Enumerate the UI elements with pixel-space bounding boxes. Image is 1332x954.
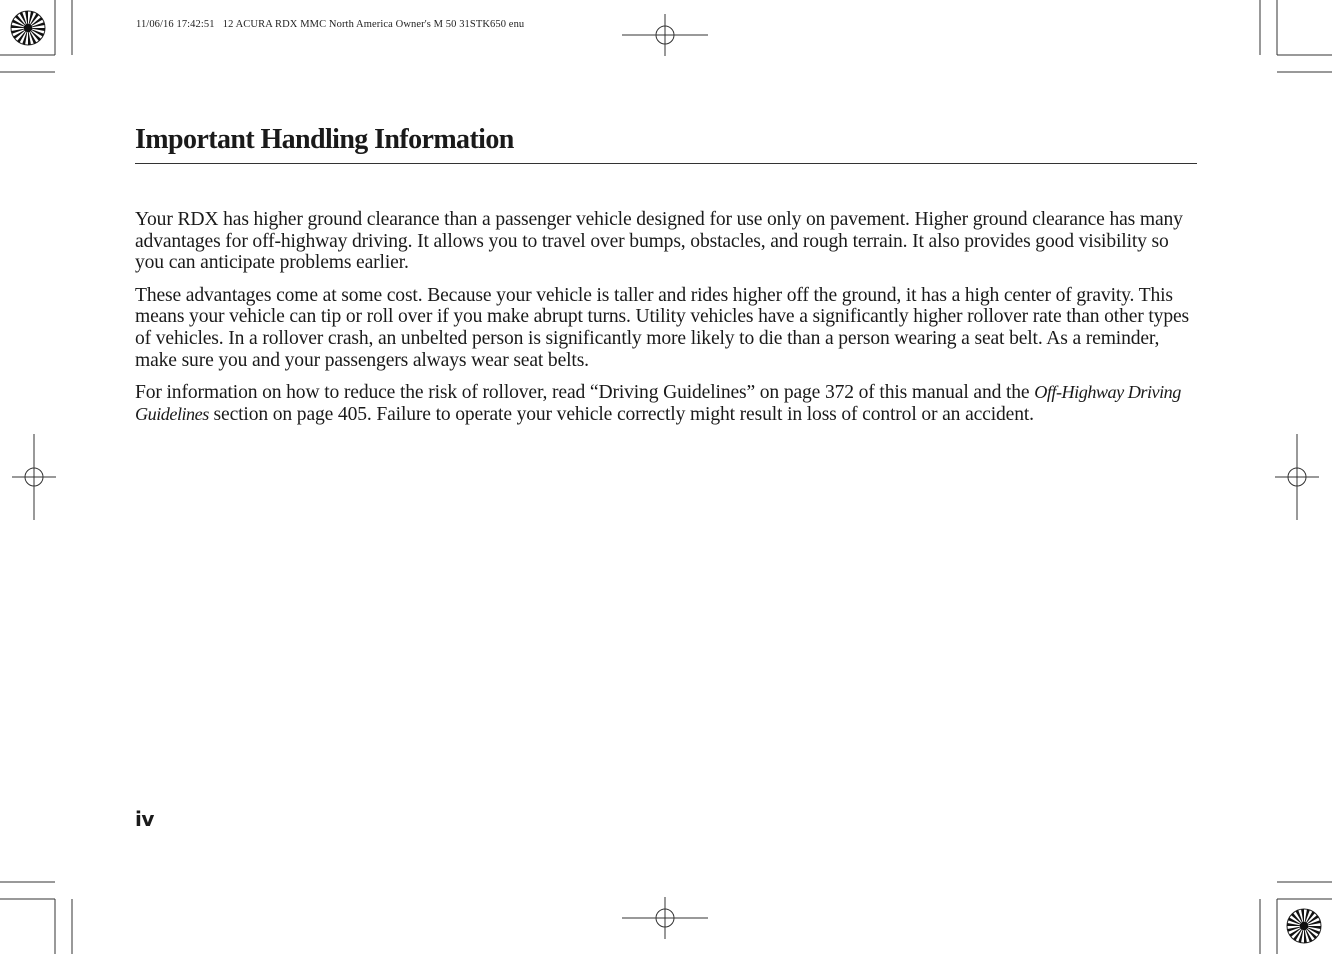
registration-crosshair-top	[622, 14, 708, 56]
paragraph-rollover-risk: These advantages come at some cost. Because your vehicle is taller and rides higher off the ground, it has a high center of gravity. This means your vehicle can tip or roll over if you make abrupt turns. Utility vehicles have a significantly higher rollover rate than other types of vehicles. In a rollover crash, an unbelted person is significantly more likely to die than a person wearing a seat belt. As a reminder, make sure you and your passengers always wear seat belts.	[135, 284, 1190, 371]
registration-crosshair-right	[1275, 434, 1319, 520]
crop-mark-top-right	[1260, 0, 1332, 72]
crop-mark-bottom-left	[0, 882, 72, 954]
registration-starburst-top-left	[11, 11, 45, 45]
page-number: iv	[135, 807, 154, 831]
registration-crosshair-bottom	[622, 897, 708, 939]
body-text	[135, 209, 1197, 436]
print-job-header: 11/06/16 17:42:51 12 ACURA RDX MMC North America Owner's M 50 31STK650 enu	[136, 19, 525, 30]
registration-crosshair-left	[12, 434, 56, 520]
paragraph-driving-guidelines	[135, 382, 1197, 425]
title-underline	[135, 163, 1197, 164]
off-highway-guidelines-reference: Off-Highway Driving Guidelines	[135, 382, 1181, 424]
paragraph-text-start: For information on how to reduce the risk of rollover, read “Driving Guidelines” on page 372 of this manual and the	[135, 382, 1035, 404]
paragraph-text-end: section on page 405. Failure to operate your vehicle correctly might result in loss of control or an accident.	[208, 403, 1034, 425]
registration-starburst-bottom-right	[1287, 909, 1321, 943]
page-title: Important Handling Information	[135, 124, 514, 155]
paragraph-ground-clearance: Your RDX has higher ground clearance than a passenger vehicle designed for use only on pavement. Higher ground clearance has many advantages for off-highway driving. It allows you to travel over bumps, obstacles, and rough terrain. It also provides good visibility so you can anticipate problems earlier.	[135, 209, 1183, 274]
